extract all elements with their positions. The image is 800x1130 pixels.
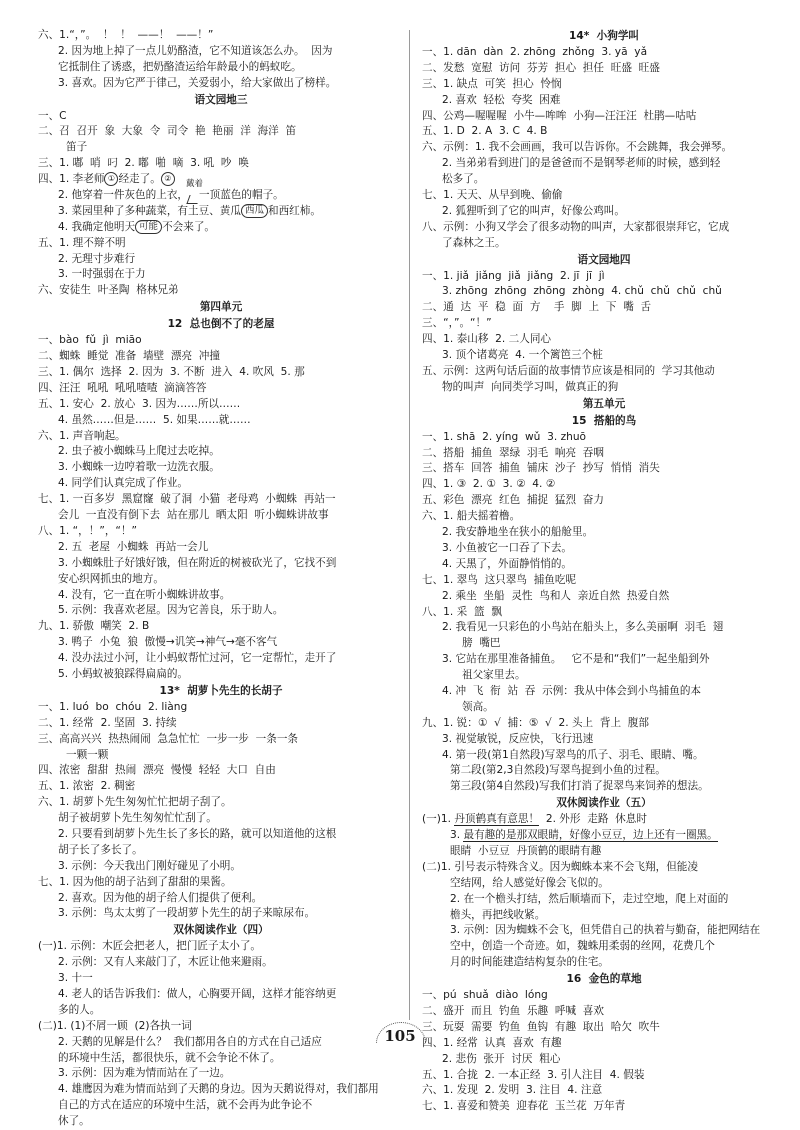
answer-line: 胡子长了多长了。 — [58, 843, 143, 856]
answer-line: 四、1. 经常 认真 喜欢 有趣 — [422, 1036, 562, 1049]
underlined-answer: 最有趣的是那双眼睛，好像小豆豆，边上还有一圈黑。 — [463, 829, 718, 842]
answer-text: 经走了。 — [118, 173, 161, 186]
answer-line: 四、汪汪 吼吼 吼吼喳喳 滴滴答答 — [38, 381, 207, 394]
answer-line: 七、1. 一百多岁 黑窟窿 破了洞 小猫 老母鸡 小蜘蛛 再站一 — [38, 493, 336, 506]
answer-line: 檐头，再把线收紧。 — [450, 908, 546, 921]
answer-line: 六、1.“，”。 ！ ！ ——！ ——！” — [38, 29, 214, 41]
answer-text: 3. — [450, 829, 464, 842]
answer-line: 4. 冲 飞 衔 站 吞 示例：我从中体会到小鸟捕鱼的本 — [442, 684, 702, 697]
answer-line: 五、1. 浓密 2. 稠密 — [38, 780, 136, 793]
answer-line: 2. 狐狸听到了它的叫声，好像公鸡叫。 — [442, 204, 625, 217]
answer-line: 三、高高兴兴 热热闹闹 急急忙忙 一步一步 一条一条 — [38, 732, 299, 745]
answer-line: 一、1. jiǎ jiǎng jiǎ jiǎng 2. jī jī jì — [422, 269, 605, 282]
answer-line: (一)1. 示例：木匠会把老人，把门匠子太小了。 — [38, 940, 262, 953]
answer-line: 3. 一时强弱在于力 — [58, 268, 146, 281]
answer-line: 自己的方式在适应的环境中生活，就不会再为此争论不 — [58, 1099, 313, 1112]
answer-line: 2. 示例：又有人来敲门了，木匠让他来避雨。 — [58, 956, 273, 969]
section-heading: 语文园地三 — [194, 93, 248, 106]
answer-line: 三、1. 偶尔 选择 2. 因为 3. 不断 进入 4. 吹风 5. 那 — [38, 366, 305, 379]
left-column — [38, 28, 404, 1130]
section-heading: 双休阅读作业（五） — [556, 797, 652, 810]
answer-text: 2. 他穿着一件灰色的上衣， — [58, 189, 189, 202]
answer-line: 4. 虽然……但是…… 5. 如果……就…… — [58, 413, 251, 426]
answer-line: 3. 小蜘蛛肚子好饿好饿，但在附近的树被砍光了，它找不到 — [58, 556, 337, 569]
answer-line: 五、1. 合拢 2. 一本正经 3. 引人注目 4. 假装 — [422, 1068, 645, 1081]
answer-line: 二、召 召开 象 大象 令 司令 艳 艳丽 洋 海洋 笛 — [38, 125, 297, 138]
answer-line: 七、1. 天天、从早到晚、偷偷 — [422, 189, 563, 202]
answer-line: 休了。 — [58, 1115, 90, 1128]
insertion-text: 戴着 — [186, 179, 204, 190]
answer-line: (二)1. (1)不屑一顾 (2)各执一词 — [38, 1019, 192, 1032]
answer-line: 3. 示例：因为蜘蛛不会飞，但凭借自己的执着与勤奋，能把网结在 — [450, 924, 761, 937]
answer-line: 六、1. 发现 2. 发明 3. 注目 4. 注意 — [422, 1084, 603, 1097]
caret-icon — [186, 195, 200, 204]
answer-line: 4. 同学们认真完成了作业。 — [58, 477, 189, 490]
answer-line: 三、1. 缺点 可笑 担心 怜悯 — [422, 77, 562, 90]
answer-line: 多的人。 — [58, 1003, 101, 1016]
answer-line: 3. 示例：今天我出门刚好碰见了小明。 — [58, 859, 241, 872]
answer-line: 八、示例：小狗又学会了很多动物的叫声，大家都很崇拜它，它成 — [422, 220, 730, 233]
answer-line: 4. 天黑了，外面静悄悄的。 — [442, 557, 573, 570]
answer-line: 2. 喜欢 轻松 夸奖 困难 — [442, 93, 561, 106]
answer-line: 胡子被胡萝卜先生匆匆忙忙刮了。 — [58, 812, 217, 825]
answer-line: 眼睛 小豆豆 丹顶鹤的眼睛有趣 — [450, 844, 602, 857]
answer-line — [38, 220, 404, 236]
answer-line: 3. 小蜘蛛一边哼着歌一边洗衣服。 — [58, 461, 220, 474]
answer-line: 六、安徒生 叶圣陶 格林兄弟 — [38, 284, 179, 297]
answer-line: 五、1. 安心 2. 放心 3. 因为……所以…… — [38, 397, 241, 410]
answer-line: 一、1. luó bo chóu 2. liàng — [38, 700, 188, 713]
answer-line: 九、1. 锐：① √ 捕：⑤ √ 2. 头上 背上 腹部 — [422, 716, 649, 729]
page-number-text: 105 — [384, 1027, 416, 1045]
section-heading: 16 金色的草地 — [566, 973, 642, 986]
answer-line: 4. 没办法过小河，让小蚂蚁帮忙过河，它一定帮忙，走开了 — [58, 652, 337, 665]
answer-line: 4. 老人的话告诉我们：做人，心胸要开阔，这样才能容纳更 — [58, 987, 337, 1000]
answer-line: 一、C — [38, 109, 67, 122]
answer-line: 3. 示例：因为难为情而站在了一边。 — [58, 1067, 231, 1080]
answer-line: 5. 示例：我喜欢老屋。因为它善良，乐于助人。 — [58, 604, 284, 617]
answer-text: (一)1. — [422, 813, 455, 826]
answer-line: 空结网，给人感觉好像会飞似的。 — [450, 876, 609, 889]
section-heading: 第五单元 — [582, 397, 626, 410]
correction-mark: ① — [104, 172, 118, 186]
answer-line: 4. 没有，它一直在听小蜘蛛讲故事。 — [58, 588, 231, 601]
answer-line: 二、发愁 宽慰 访问 芬芳 担心 担任 旺盛 旺盛 — [422, 61, 660, 74]
answer-line: 2. 我安静地坐在狭小的船舱里。 — [442, 526, 594, 539]
answer-line: 一、1. shā 2. yíng wǔ 3. zhuō — [422, 430, 587, 443]
answer-line: 2. 乘坐 坐船 灵性 鸟和人 亲近自然 热爱自然 — [442, 589, 670, 602]
answer-line: 物的叫声 向同类学习叫，做真正的狗 — [442, 380, 619, 393]
answer-line: 膀 嘴巴 — [462, 637, 501, 650]
answer-text: 4. 我确定他明天 — [58, 220, 136, 233]
circled-word: 可能 — [135, 220, 162, 234]
answer-line: 2. 只要看到胡萝卜先生长了多长的路，就可以知道他的这根 — [58, 827, 337, 840]
answer-line: 2. 虫子被小蜘蛛马上爬过去吃掉。 — [58, 445, 220, 458]
answer-text: 2. 外形 走路 休息时 — [539, 813, 647, 826]
answer-line: 3. 鸭子 小兔 狼 傲慢→讥笑→神气→毫不客气 — [58, 636, 278, 649]
answer-text: 3. 菜园里种了多种蔬菜，有土豆、黄瓜 — [58, 204, 241, 217]
answer-line: 八、1. “，！”，“！” — [38, 524, 137, 537]
answer-line — [38, 172, 404, 188]
answer-line: 3. zhōng zhōng zhōng zhòng 4. chǔ chǔ chǔ chǔ — [442, 285, 722, 298]
answer-line: 空中，创造一个奇迹。如，魏蛛用柔弱的丝网，花费几个 — [450, 940, 715, 953]
answer-line: 3. 顶个诸葛亮 4. 一个篱笆三个桩 — [442, 349, 603, 362]
insertion-mark — [186, 179, 204, 201]
answer-line: 二、盛开 而且 钓鱼 乐趣 呼喊 喜欢 — [422, 1004, 604, 1017]
answer-line: 二、1. 经常 2. 坚固 3. 持续 — [38, 716, 177, 729]
answer-line: 2. 悲伤 张开 讨厌 粗心 — [442, 1052, 561, 1065]
answer-line: 2. 天鹅的见解是什么？ 我们都用各自的方式在自己适应 — [58, 1035, 322, 1048]
answer-line: 六、1. 船夫摇着橹。 — [422, 510, 521, 523]
answer-line: 领高。 — [462, 700, 494, 713]
answer-line: 2. 无理寸步难行 — [58, 252, 136, 265]
answer-line: 4. 雄鹰因为难为情而站到了天鹅的身边。因为天鹅说得对，我们都用 — [58, 1083, 379, 1096]
answer-line: 3. 喜欢。因为它严于律己，关爱弱小，给大家做出了榜样。 — [58, 76, 337, 89]
section-heading: 双休阅读作业（四） — [173, 924, 269, 937]
answer-line: 三、玩耍 需要 钓鱼 鱼钩 有趣 取出 哈欠 吹牛 — [422, 1020, 660, 1033]
answer-line: 二、蜘蛛 睡觉 准备 墙壁 漂亮 冲撞 — [38, 350, 220, 363]
column-divider — [409, 30, 410, 1020]
answer-line: 月的时间能建造结构复杂的住宅。 — [450, 956, 609, 969]
correction-mark: ② — [161, 172, 175, 186]
answer-line: 3. 示例：鸟太太剪了一段胡萝卜先生的胡子来晾尿布。 — [58, 907, 316, 920]
answer-line: 六、示例：1. 我不会画画，我可以告诉你。不会跳舞，我会弹琴。 — [422, 141, 733, 154]
answer-line: 二、搭船 捕鱼 翠绿 羽毛 响亮 吞咽 — [422, 446, 604, 459]
section-heading: 12 总也倒不了的老屋 — [167, 318, 275, 331]
answer-line: 三、搭车 回答 捕鱼 铺床 沙子 抄写 悄悄 消失 — [422, 462, 660, 475]
answer-line: 四、浓密 甜甜 热闹 漂亮 慢慢 轻轻 大口 自由 — [38, 764, 276, 777]
answer-line: 安心织网抓虫的地方。 — [58, 572, 164, 585]
answer-line: 2. 在一个檐头打结，然后顺墙而下，走过空地，爬上对面的 — [450, 892, 729, 905]
answer-line — [422, 828, 786, 844]
section-heading: 14* 小狗学叫 — [568, 30, 640, 42]
answer-line — [422, 812, 786, 828]
answer-line: 3. 小鱼被它一口吞了下去。 — [442, 541, 573, 554]
answer-text: 四、1. 李老师 — [38, 173, 105, 186]
section-heading: 语文园地四 — [577, 253, 631, 266]
answer-line: 三、“，”。“！” — [422, 317, 492, 330]
answer-line: 三、1. 嘟 哨 叼 2. 嘟 啪 嘀 3. 吼 吵 唤 — [38, 157, 249, 170]
section-heading: 13* 胡萝卜先生的长胡子 — [159, 684, 283, 697]
answer-line: 第二段(第2,3自然段)写翠鸟捉到小鱼的过程。 — [450, 764, 666, 777]
answer-line: 五、示例：这两句话后面的故事情节应该是相同的 学习其他动 — [422, 364, 715, 377]
answer-text: 不会来了。 — [162, 220, 216, 233]
page-number — [372, 1020, 428, 1044]
answer-line: 五、1. 理不辩不明 — [38, 236, 126, 249]
answer-line: 2. 我看见一只彩色的小鸟站在船头上，多么美丽啊 羽毛 翅 — [442, 621, 724, 634]
answer-line: 3. 十一 — [58, 972, 93, 985]
answer-line: 笛子 — [66, 141, 88, 154]
answer-line: 3. 它站在那里准备捕鱼。 它不是和“我们”一起坐船到外 — [442, 653, 710, 666]
answer-line: (二)1. 引号表示特殊含义。因为蜘蛛本来不会飞翔，但能凌 — [422, 860, 698, 873]
section-heading: 15 搭船的鸟 — [571, 414, 637, 427]
answer-line: 一、1. dān dàn 2. zhōng zhǒng 3. yā yǎ — [422, 46, 648, 58]
answer-line: 七、1. 翠鸟 这只翠鸟 捕鱼吃呢 — [422, 573, 577, 586]
answer-line: 2. 当弟弟看到进门的是爸爸而不是钢琴老师的时候，感到轻 — [442, 157, 721, 170]
answer-line: 的环境中生活，都很快乐，就不会争论不休了。 — [58, 1051, 281, 1064]
answer-line: 祖父家里去。 — [462, 669, 526, 682]
section-heading: 第四单元 — [199, 301, 243, 314]
underlined-answer: 丹顶鹤真有意思！ — [454, 813, 540, 826]
answer-line: 它抵制住了诱惑，把奶酪渣运给年龄最小的蚂蚁吃。 — [58, 60, 302, 73]
answer-line: 3. 视觉敏锐，反应快，飞行迅速 — [442, 732, 594, 745]
answer-line: 一颗一颗 — [66, 748, 109, 761]
answer-line: 五、彩色 漂亮 红色 捕捉 猛烈 奋力 — [422, 494, 604, 507]
answer-line: 5. 小蚂蚁被狼踩得扁扁的。 — [58, 667, 189, 680]
answer-line: 四、1. 泰山移 2. 二人同心 — [422, 333, 552, 346]
answer-line: 六、1. 声音响起。 — [38, 429, 126, 442]
answer-line: 五、1. D 2. A 3. C 4. B — [422, 125, 548, 138]
answer-line: 二、通 达 平 稳 面 方 手 脚 上 下 嘴 舌 — [422, 301, 652, 314]
answer-line: 松多了。 — [442, 173, 485, 186]
answer-line: 七、1. 喜爱和赞美 迎春花 玉兰花 万年青 — [422, 1100, 626, 1113]
answer-line: 九、1. 骄傲 嘲笑 2. B — [38, 620, 150, 633]
answer-line: 一、pú shuǎ diào lóng — [422, 989, 548, 1002]
right-column — [422, 28, 786, 1115]
answer-line: 2. 因为地上掉了一点儿奶酪渣，它不知道该怎么办。 因为 — [58, 44, 333, 57]
answer-line: 第三段(第4自然段)写我们打消了捉翠鸟来饲养的想法。 — [450, 780, 709, 793]
circled-word: 西瓜 — [241, 204, 268, 218]
answer-line: 会儿 一直没有倒下去 站在那儿 晒太阳 听小蜘蛛讲故事 — [58, 509, 329, 522]
answer-line: 4. 第一段(第1自然段)写翠鸟的爪子、羽毛、眼睛、嘴。 — [442, 748, 704, 761]
answer-line: 2. 喜欢。因为他的胡子给人们提供了便利。 — [58, 891, 263, 904]
answer-line: 六、1. 胡萝卜先生匆匆忙忙把胡子刮了。 — [38, 796, 232, 809]
answer-line: 2. 五 老屋 小蜘蛛 再站一会儿 — [58, 540, 209, 553]
answer-line: 一、bào fǔ jì miāo — [38, 334, 142, 347]
answer-line: 八、1. 采 篮 飘 — [422, 605, 502, 618]
answer-line: 七、1. 因为他的胡子沾到了甜甜的果酱。 — [38, 875, 232, 888]
answer-line: 四、1. ③ 2. ① 3. ② 4. ② — [422, 478, 556, 491]
answer-line: 了森林之王。 — [442, 236, 506, 249]
answer-text: 一顶蓝色的帽子。 — [199, 189, 284, 202]
answer-text: 和西红柿。 — [268, 204, 321, 217]
answer-line: 四、公鸡—喔喔喔 小牛—哞哞 小狗—汪汪汪 杜鹃—咕咕 — [422, 109, 697, 122]
answer-line — [38, 204, 404, 220]
